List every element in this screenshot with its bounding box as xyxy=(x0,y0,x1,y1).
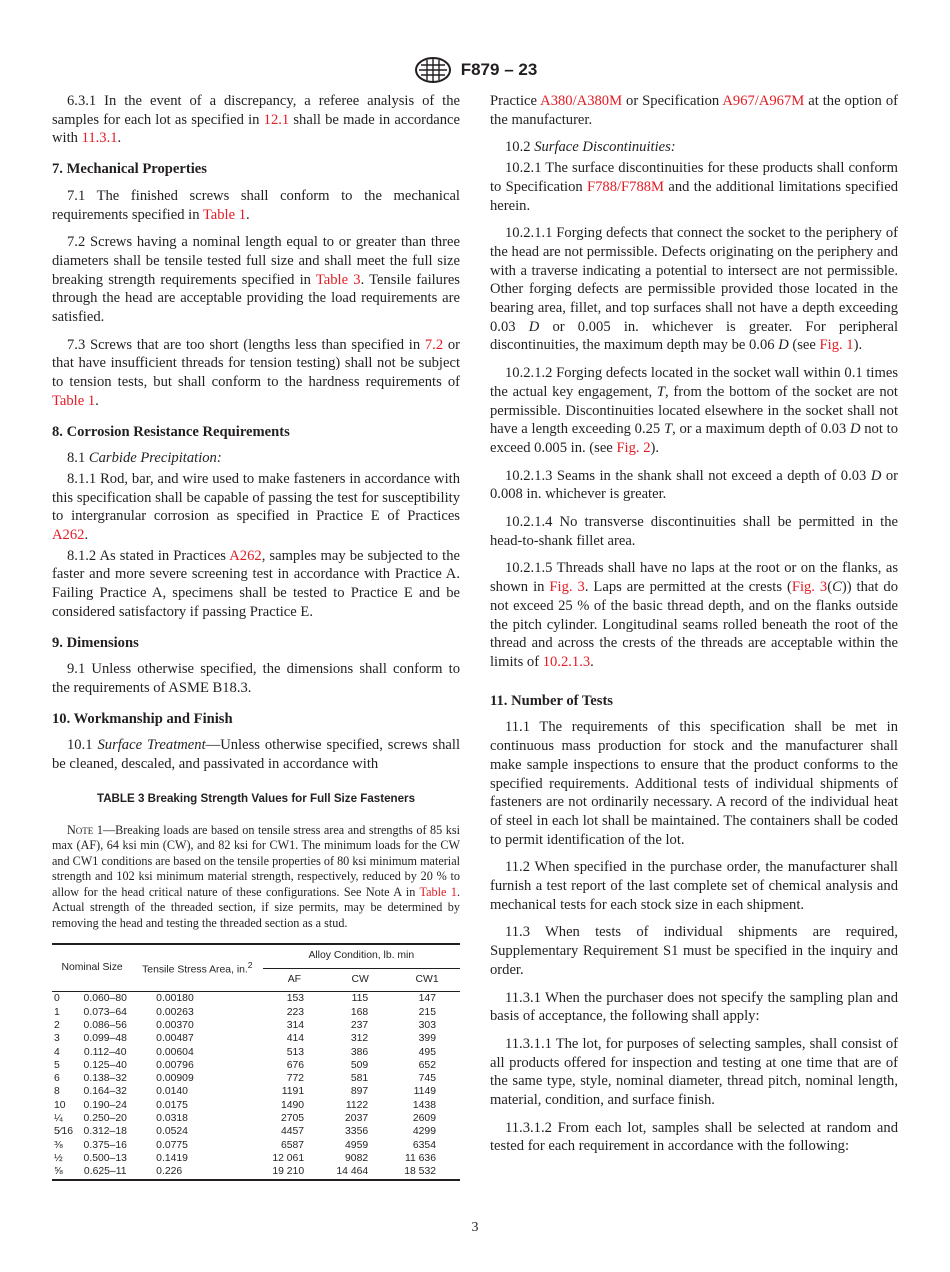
header-cw: CW xyxy=(326,968,394,992)
size-cell: 10 xyxy=(54,1099,66,1111)
cw-cell: 2037 xyxy=(345,1113,369,1125)
area-cell: 0.0524 xyxy=(156,1126,188,1138)
size-cell: 3 xyxy=(54,1033,60,1045)
size-cell: 8 xyxy=(54,1086,60,1098)
header-af: AF xyxy=(263,968,327,992)
af-cell: 1191 xyxy=(281,1086,305,1098)
para-10-2-1-5: 10.2.1.5 Threads shall have no laps at the root or on the flanks, as shown in Fig. 3. Laps are permitted at the crests (Fig. 3(C)) that do not exceed 25 % of the basic thread depth, and on the flanks outside the pitch cylinder. Longitudinal seams rolled beneath the root of the thread and across the crests of the threads are acceptable within the limits of 10.2.1.3. xyxy=(490,560,898,670)
af-cell: 414 xyxy=(286,1033,305,1045)
cw-cell: 509 xyxy=(350,1059,369,1071)
size-cell: 5⁄16 xyxy=(54,1126,74,1138)
cw1-cell: 1438 xyxy=(412,1099,436,1111)
cw-cell: 168 xyxy=(350,1006,369,1018)
table-row xyxy=(52,1006,460,1019)
thread-cell: 0.138–32 xyxy=(83,1073,127,1085)
link-11-3-1[interactable]: 11.3.1 xyxy=(81,130,118,147)
table-row xyxy=(52,1139,460,1152)
link-a967[interactable]: A967/A967M xyxy=(722,93,805,109)
area-cell: 0.0775 xyxy=(156,1139,188,1151)
para-10-2-1-2: 10.2.1.2 Forging defects located in the socket wall within 0.1 times the actual key engagement, T, from the bottom of the socket are not permissible. Discontinuities located elsewhere in the socket shall not have a length exceeding 0.25 T, or a maximum depth of 0.03 D not to exceed 0.005 in. (see Fig. 2). xyxy=(490,365,899,456)
section-9-heading: 9. Dimensions xyxy=(52,634,139,651)
table-row xyxy=(52,1046,460,1059)
area-cell: 0.00370 xyxy=(156,1020,194,1031)
area-cell: 0.226 xyxy=(132,1165,262,1179)
area-cell: 0.00796 xyxy=(156,1059,194,1071)
link-12-1[interactable]: 12.1 xyxy=(263,111,290,128)
para-11-3-1-2: 11.3.1.2 From each lot, samples shall be selected at random and tested for each requirement in accordance with the following: xyxy=(490,1119,898,1155)
size-cell: 6 xyxy=(54,1073,60,1085)
af-cell: 153 xyxy=(286,993,305,1005)
section-10-heading: 10. Workmanship and Finish xyxy=(52,710,233,727)
cw1-cell: 18 532 xyxy=(394,1165,460,1179)
table-row xyxy=(52,1085,460,1098)
table-row xyxy=(52,1125,460,1138)
link-table-1[interactable]: Table 1 xyxy=(52,392,96,409)
table-row xyxy=(52,1165,460,1179)
right-column xyxy=(490,92,898,1165)
table-row xyxy=(52,1072,460,1085)
thread-cell: 0.625–11 xyxy=(78,1165,132,1179)
link-a380[interactable]: A380/A380M xyxy=(540,93,623,109)
cw-cell: 237 xyxy=(350,1020,369,1031)
size-cell: 5 xyxy=(54,1059,60,1071)
link-a262[interactable]: A262 xyxy=(52,527,85,544)
cw-cell: 115 xyxy=(351,993,369,1005)
cw-cell: 581 xyxy=(350,1073,369,1085)
thread-cell: 0.375–16 xyxy=(83,1139,127,1151)
cw1-cell: 303 xyxy=(418,1020,436,1031)
page-header xyxy=(0,56,950,84)
size-cell: 0 xyxy=(54,993,60,1005)
cw1-cell: 215 xyxy=(418,1006,436,1018)
para-10-1-cont: Practice A380/A380M or Specification A967/A967M at the option of the manufacturer. xyxy=(490,93,898,128)
thread-cell: 0.073–64 xyxy=(83,1006,127,1018)
thread-cell: 0.164–32 xyxy=(83,1086,127,1098)
area-cell: 0.00487 xyxy=(156,1033,194,1045)
para-10-2-1-1: 10.2.1.1 Forging defects that connect the socket to the periphery of the head are not permissible. Defects originating on the periphery and with a traverse indicating a potential to intersect are not permissible. Other forging defects are permissible provided those located in the bearing area, fillet, and top surfaces shall not have a depth exceeding 0.03 D or 0.005 in. whichever is greater. For peripheral discontinuities, the maximum depth may be 0.06 D (see Fig. 1). xyxy=(490,225,899,354)
para-8-1: 8.1 Carbide Precipitation: xyxy=(67,450,222,467)
table-row xyxy=(52,1099,460,1112)
af-cell: 6587 xyxy=(280,1139,305,1151)
table-row xyxy=(52,1019,460,1032)
para-7-1: 7.1 The finished screws shall conform to the mechanical requirements specified in Table 1. xyxy=(52,187,460,223)
thread-cell: 0.125–40 xyxy=(83,1059,127,1071)
para-10-2-1-3: 10.2.1.3 Seams in the shank shall not exceed a depth of 0.03 D or 0.008 in. whichever is greater. xyxy=(490,467,898,503)
para-8-1-1: 8.1.1 Rod, bar, and wire used to make fasteners in accordance with this specification shall be capable of passing the test for susceptibility to intergranular corrosion as specified in Practice E of Practices A262. xyxy=(52,470,460,544)
cw-cell: 386 xyxy=(350,1046,369,1058)
af-cell: 1490 xyxy=(280,1099,305,1111)
thread-cell: 0.312–18 xyxy=(83,1126,127,1138)
size-cell: 2 xyxy=(54,1020,60,1031)
para-11-2: 11.2 When specified in the purchase order, the manufacturer shall furnish a test report of the last complete set of chemical analysis and mechanical tests for each stock size in each shipment. xyxy=(490,859,898,913)
para-10-2: 10.2 Surface Discontinuities: xyxy=(505,139,676,156)
cw-cell: 4959 xyxy=(345,1139,369,1151)
header-cw1: CW1 xyxy=(394,968,460,992)
table-3-note: Note 1—Breaking loads are based on tensile stress area and strengths of 85 ksi max (AF), 64 ksi min (CW), and 82 ksi for CW1. The minimum loads for the CW and CW1 conditions are based on the tensile properties of 80 ksi minimum material strength and 102 ksi minimum material strength, respectively, reduced by 20 % to allow for the head critical nature of these configurations. See Note A in Table 1. Actual strength of the threaded section, if size permits, may be determined by removing the head and testing the threaded section as a stud. xyxy=(52,822,460,930)
table-row xyxy=(52,992,460,1006)
af-cell: 19 210 xyxy=(263,1165,327,1179)
link-table-1[interactable]: Table 1 xyxy=(202,206,247,223)
cw1-cell: 399 xyxy=(418,1033,436,1045)
cw1-cell: 6354 xyxy=(412,1139,436,1151)
cw-cell: 1122 xyxy=(345,1099,369,1111)
thread-cell: 0.250–20 xyxy=(83,1113,127,1125)
af-cell: 2705 xyxy=(280,1113,305,1125)
link-fig-3c[interactable]: Fig. 3 xyxy=(791,579,828,596)
para-11-3-1-1: 11.3.1.1 The lot, for purposes of selecting samples, shall consist of all products offered for inspection and testing at one time that are of the same type, style, nominal diameter, thread pitch, nominal length, material, condition, and surface finish. xyxy=(490,1035,898,1109)
cw1-cell: 1149 xyxy=(413,1086,436,1098)
thread-cell: 0.500–13 xyxy=(83,1152,127,1164)
link-10-2-1-3[interactable]: 10.2.1.3 xyxy=(542,653,591,670)
link-fig-1[interactable]: Fig. 1 xyxy=(819,337,854,354)
header-nominal-size: Nominal Size xyxy=(52,944,132,992)
para-6-3-1: 6.3.1 In the event of a discrepancy, a referee analysis of the samples for each lot as specified in 12.1 shall be made in accordance with 11.3.1. xyxy=(52,93,461,147)
af-cell: 772 xyxy=(286,1073,305,1085)
link-fig-3[interactable]: Fig. 3 xyxy=(549,579,585,596)
cw1-cell: 652 xyxy=(418,1059,436,1071)
area-cell: 0.00263 xyxy=(156,1006,194,1018)
para-10-1: 10.1 Surface Treatment—Unless otherwise specified, screws shall be cleaned, descaled, and passivated in accordance with xyxy=(52,737,460,773)
thread-cell: 0.060–80 xyxy=(83,993,127,1005)
cw1-cell: 11 636 xyxy=(404,1152,436,1164)
page-number: 3 xyxy=(471,1220,479,1235)
af-cell: 223 xyxy=(286,1006,305,1018)
standard-designation: F879 – 23 xyxy=(460,60,538,79)
af-cell: 12 061 xyxy=(272,1152,305,1164)
left-column xyxy=(52,92,460,1181)
size-cell: ¼ xyxy=(54,1113,63,1125)
thread-cell: 0.086–56 xyxy=(83,1020,127,1031)
table-3-title: TABLE 3 Breaking Strength Values for Full Size Fasteners xyxy=(96,791,416,805)
link-a262[interactable]: A262 xyxy=(229,547,262,564)
table-row xyxy=(52,1112,460,1125)
cw-cell: 3356 xyxy=(345,1126,369,1138)
astm-logo-icon xyxy=(413,56,453,84)
cw-cell: 897 xyxy=(350,1086,369,1098)
cw-cell: 9082 xyxy=(345,1152,369,1164)
table-row xyxy=(52,1059,460,1072)
size-cell: 1 xyxy=(54,1006,60,1018)
thread-cell: 0.099–48 xyxy=(83,1033,127,1045)
af-cell: 676 xyxy=(286,1059,305,1071)
area-cell: 0.00604 xyxy=(156,1046,194,1058)
size-cell: ⅜ xyxy=(54,1139,63,1151)
para-11-1: 11.1 The requirements of this specification shall be met in continuous mass production for stock and the manufacturer shall make sample inspections to ensure that the product conforms to the specified requirements. Additional tests of individual shipments of fasteners are not ordinarily necessary. A record of the individual heat of steel in each lot shall be maintained. The containers shall be coded to permit identification of the lot. xyxy=(490,719,898,848)
header-alloy-condition: Alloy Condition, lb. min xyxy=(263,944,460,968)
size-cell: 4 xyxy=(54,1046,60,1058)
cw-cell: 312 xyxy=(350,1033,369,1045)
table-row xyxy=(52,1032,460,1045)
section-11-heading: 11. Number of Tests xyxy=(490,692,613,709)
para-8-1-2: 8.1.2 As stated in Practices A262, samples may be subjected to the faster and more severe screening test in accordance with Practice A. Failing Practice A, specimens shall be tested to Practice E and be considered satisfactory if passing Practice E. xyxy=(52,547,461,620)
area-cell: 0.0175 xyxy=(156,1099,188,1111)
area-cell: 0.0318 xyxy=(156,1113,188,1125)
af-cell: 513 xyxy=(286,1046,305,1058)
area-cell: 0.00180 xyxy=(156,993,194,1005)
para-10-2-1-4: 10.2.1.4 No transverse discontinuities shall be permitted in the head-to-shank fillet area. xyxy=(490,514,898,549)
cw1-cell: 495 xyxy=(418,1046,436,1058)
cw1-cell: 745 xyxy=(418,1073,436,1085)
para-7-3: 7.3 Screws that are too short (lengths less than specified in 7.2 or that have insufficient threads for tension testing) shall not be subject to tension tests, but shall conform to the hardness requirements of Table 1. xyxy=(52,336,460,409)
section-7-heading: 7. Mechanical Properties xyxy=(52,161,207,178)
link-table-1[interactable]: Table 1 xyxy=(419,884,457,899)
table-row xyxy=(52,1152,460,1165)
area-cell: 0.1419 xyxy=(156,1152,188,1164)
size-cell: ⅝ xyxy=(52,1165,78,1179)
para-7-2: 7.2 Screws having a nominal length equal to or greater than three diameters shall be tensile tested full size and shall meet the full size breaking strength requirements specified in Table 3. Tensile failures through the head are acceptable providing the load requirements are satisfied. xyxy=(52,234,460,326)
thread-cell: 0.112–40 xyxy=(83,1046,127,1058)
link-table-3[interactable]: Table 3 xyxy=(315,271,361,288)
section-8-heading: 8. Corrosion Resistance Requirements xyxy=(52,423,290,440)
size-cell: ½ xyxy=(54,1152,63,1164)
thread-cell: 0.190–24 xyxy=(83,1099,127,1111)
cw1-cell: 4299 xyxy=(412,1126,436,1138)
area-cell: 0.00909 xyxy=(156,1073,194,1085)
para-9-1: 9.1 Unless otherwise specified, the dimensions shall conform to the requirements of ASME B18.3. xyxy=(52,661,460,696)
breaking-strength-table xyxy=(52,943,460,1181)
para-11-3-1: 11.3.1 When the purchaser does not specify the sampling plan and basis of acceptance, the following shall apply: xyxy=(490,989,898,1025)
area-cell: 0.0140 xyxy=(156,1086,188,1098)
header-tensile-area: Tensile Stress Area, in.$^2$ xyxy=(132,944,262,992)
link-fig-2[interactable]: Fig. 2 xyxy=(616,439,651,456)
af-cell: 314 xyxy=(286,1020,305,1031)
para-11-3: 11.3 When tests of individual shipments are required, Supplementary Requirement S1 must be specified in the inquiry and order. xyxy=(490,924,898,978)
cw1-cell: 2609 xyxy=(412,1113,436,1125)
link-f788[interactable]: F788/F788M xyxy=(586,178,665,195)
cw1-cell: 147 xyxy=(418,993,436,1005)
para-10-2-1: 10.2.1 The surface discontinuities for these products shall conform to Specification F788/F788M and the additional limitations specified herein. xyxy=(490,160,898,214)
cw-cell: 14 464 xyxy=(326,1165,394,1179)
af-cell: 4457 xyxy=(280,1126,305,1138)
link-7-2[interactable]: 7.2 xyxy=(424,336,444,353)
